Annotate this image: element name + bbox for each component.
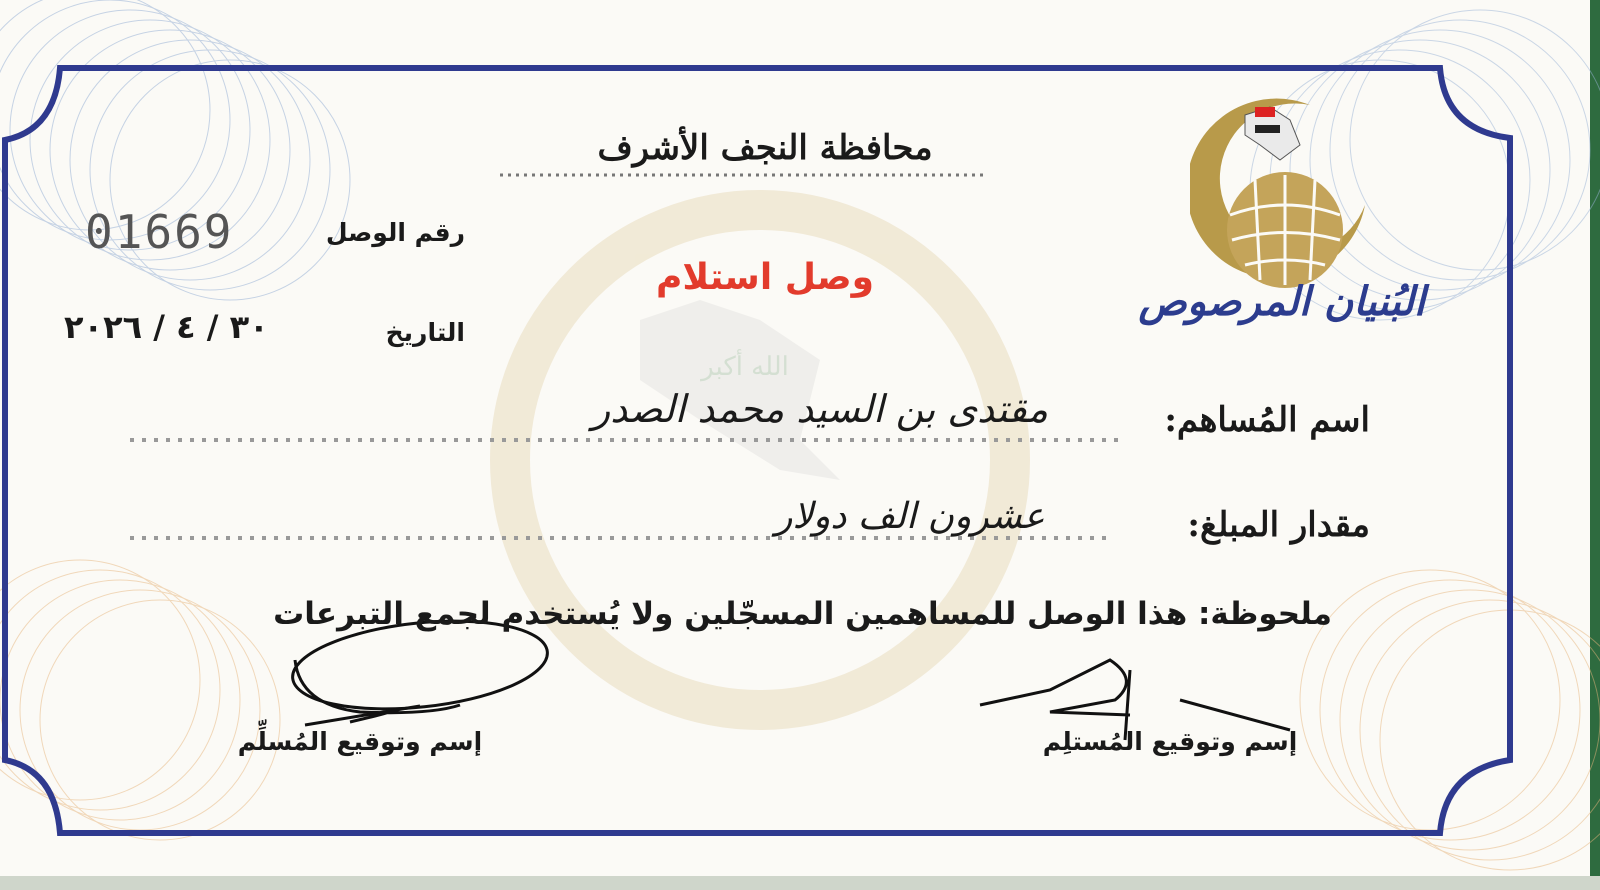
sender-signature-label: إسم وتوقيع المُسلِّم bbox=[237, 727, 483, 756]
receipt-number-label: رقم الوصل bbox=[325, 218, 465, 247]
date-label: التاريخ bbox=[385, 318, 465, 347]
receipt-title: وصل استلام bbox=[656, 257, 874, 298]
governorate-heading: محافظة النجف الأشرف bbox=[597, 128, 933, 168]
receiver-signature-label: إسم وتوقيع المُستلِم bbox=[1042, 727, 1298, 756]
contributor-label: اسم المُساهم: bbox=[1164, 400, 1370, 440]
contributor-name: مقتدى بن السيد محمد الصدر bbox=[591, 387, 1049, 431]
guilloche-bottom-right bbox=[1300, 570, 1600, 870]
date-value: ٣٠ / ٤ / ٢٠٢٦ bbox=[64, 308, 269, 346]
organization-name: البُنيان المرصوص bbox=[1138, 278, 1425, 325]
receipt-note: ملحوظة: هذا الوصل للمساهمين المسجّلين ولا يُستخدم لجمع التبرعات bbox=[273, 596, 1332, 632]
amount-value: عشرون الف دولار bbox=[775, 496, 1045, 537]
guilloche-bottom-left bbox=[0, 560, 280, 840]
receipt-number: 01669 bbox=[85, 205, 234, 259]
amount-label: مقدار المبلغ: bbox=[1187, 505, 1370, 545]
watermark-caption: الله أكبر bbox=[701, 352, 789, 382]
